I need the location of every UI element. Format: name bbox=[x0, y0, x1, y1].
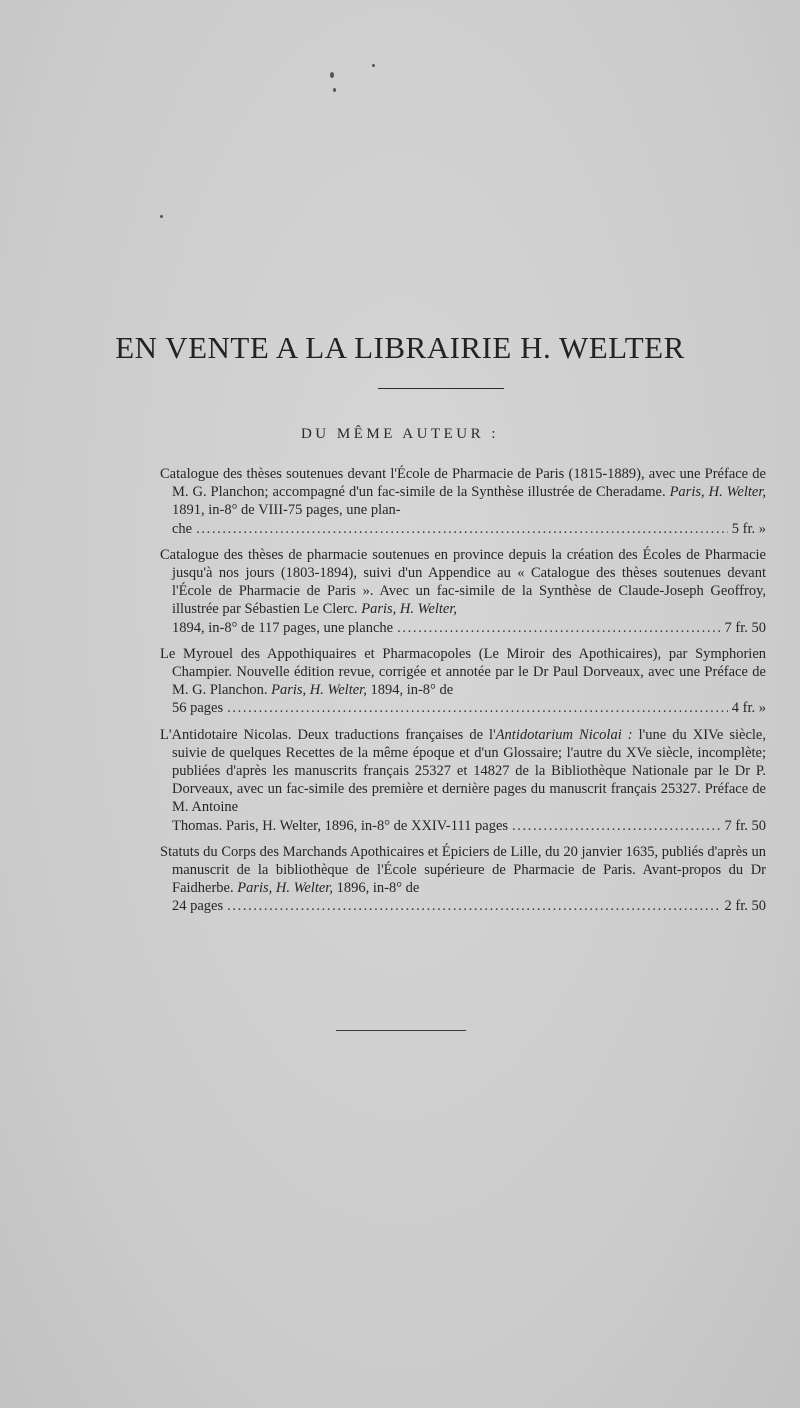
ink-speck bbox=[160, 215, 163, 218]
ink-speck bbox=[372, 64, 375, 67]
entry-text: Catalogue des thèses soutenues devant l'École de Pharmacie de Paris (1815-1889), avec une Préface de M. G. Planchon; accompagné d'un fac-simile de la Synthèse illustrée de Cheradame. bbox=[160, 466, 766, 501]
closing-rule bbox=[336, 1030, 466, 1031]
entry-publisher: Paris, H. Welter, bbox=[271, 682, 367, 699]
book-list bbox=[160, 465, 766, 924]
entry-publisher: Paris, H. Welter, bbox=[361, 601, 457, 618]
dot-leader bbox=[397, 619, 720, 637]
entry-price: 5 fr. » bbox=[731, 520, 766, 537]
entry-last-line: 24 pages bbox=[172, 898, 224, 915]
ink-speck bbox=[330, 72, 334, 78]
entry-text: Statuts du Corps des Marchands Apothicaires et Épiciers de Lille, du 20 janvier 1635, publiés d'après un manuscrit de la bibliothèque de l'École supérieure de Pharmacie de Paris. Avant-propos du Dr Faidherbe. bbox=[160, 843, 766, 897]
title-rule bbox=[378, 388, 504, 389]
entry-last-line: che bbox=[172, 520, 193, 537]
entry-price-line bbox=[172, 520, 766, 538]
book-entry bbox=[160, 546, 766, 637]
ink-speck bbox=[333, 88, 336, 92]
book-entry bbox=[160, 726, 766, 835]
entry-price: 4 fr. » bbox=[731, 700, 766, 717]
entry-price-line bbox=[172, 699, 766, 717]
entry-price-line bbox=[172, 817, 766, 835]
dot-leader bbox=[227, 897, 720, 915]
entry-price-line bbox=[172, 619, 766, 637]
entry-text: Le Myrouel des Appothiquaires et Pharmacopoles (Le Miroir des Apothicaires), par Symphorien Champier. Nouvelle édition revue, corrigée et annotée par le Dr Paul Dorveaux, avec une Préface de M. G. Planchon. bbox=[160, 645, 766, 699]
book-entry bbox=[160, 645, 766, 718]
entry-text: L'Antidotaire Nicolas. Deux traductions françaises de l' bbox=[160, 726, 496, 743]
entry-price: 7 fr. 50 bbox=[724, 817, 766, 834]
entry-title-italic: Antidotarium Nicolai : bbox=[495, 726, 633, 743]
dot-leader bbox=[196, 520, 728, 538]
dot-leader bbox=[512, 817, 720, 835]
entry-price-line bbox=[172, 897, 766, 915]
page-title: EN VENTE A LA LIBRAIRIE H. WELTER bbox=[115, 330, 685, 365]
entry-last-line: 56 pages bbox=[172, 700, 224, 717]
entry-text: Catalogue des thèses de pharmacie soutenues en province depuis la création des Écoles de Pharmacie jusqu'à nos jours (1803-1894), suivi d'un Appendice au « Catalogue des thèses soutenues devant l'École de Pharmacie de Paris ». Avec un fac-simile de la Synthèse de Claude-Joseph Geoffroy, illustrée par Sébastien Le Clerc. bbox=[160, 546, 766, 618]
entry-text: 1896, in-8° de bbox=[332, 880, 420, 897]
book-entry bbox=[160, 843, 766, 916]
entry-text: 1894, in-8° de bbox=[366, 682, 454, 699]
entry-text: l'une du XIVe siècle, suivie de quelques Recettes de la même époque et d'un Glossaire; l'autre du XVe siècle, incomplète; publiées d'après les manuscrits français 25327 et 14827 de la Bibliothèque Nationale par le Dr P. Dorveaux, avec un fac-simile des première et dernière pages du manuscrit français 25327. Préface de M. Antoine bbox=[172, 726, 766, 816]
entry-text: 1891, in-8° de VIII-75 pages, une plan- bbox=[172, 502, 401, 519]
entry-publisher: Paris, H. Welter, bbox=[669, 484, 766, 501]
book-entry bbox=[160, 465, 766, 538]
dot-leader bbox=[227, 699, 728, 717]
entry-last-line: Thomas. Paris, H. Welter, 1896, in-8° de XXIV-111 pages bbox=[172, 817, 509, 834]
entry-price: 2 fr. 50 bbox=[724, 898, 766, 915]
entry-price: 7 fr. 50 bbox=[724, 619, 766, 636]
entry-last-line: 1894, in-8° de 117 pages, une planche bbox=[172, 619, 394, 636]
entry-publisher: Paris, H. Welter, bbox=[237, 880, 333, 897]
section-subtitle: DU MÊME AUTEUR : bbox=[300, 426, 500, 442]
